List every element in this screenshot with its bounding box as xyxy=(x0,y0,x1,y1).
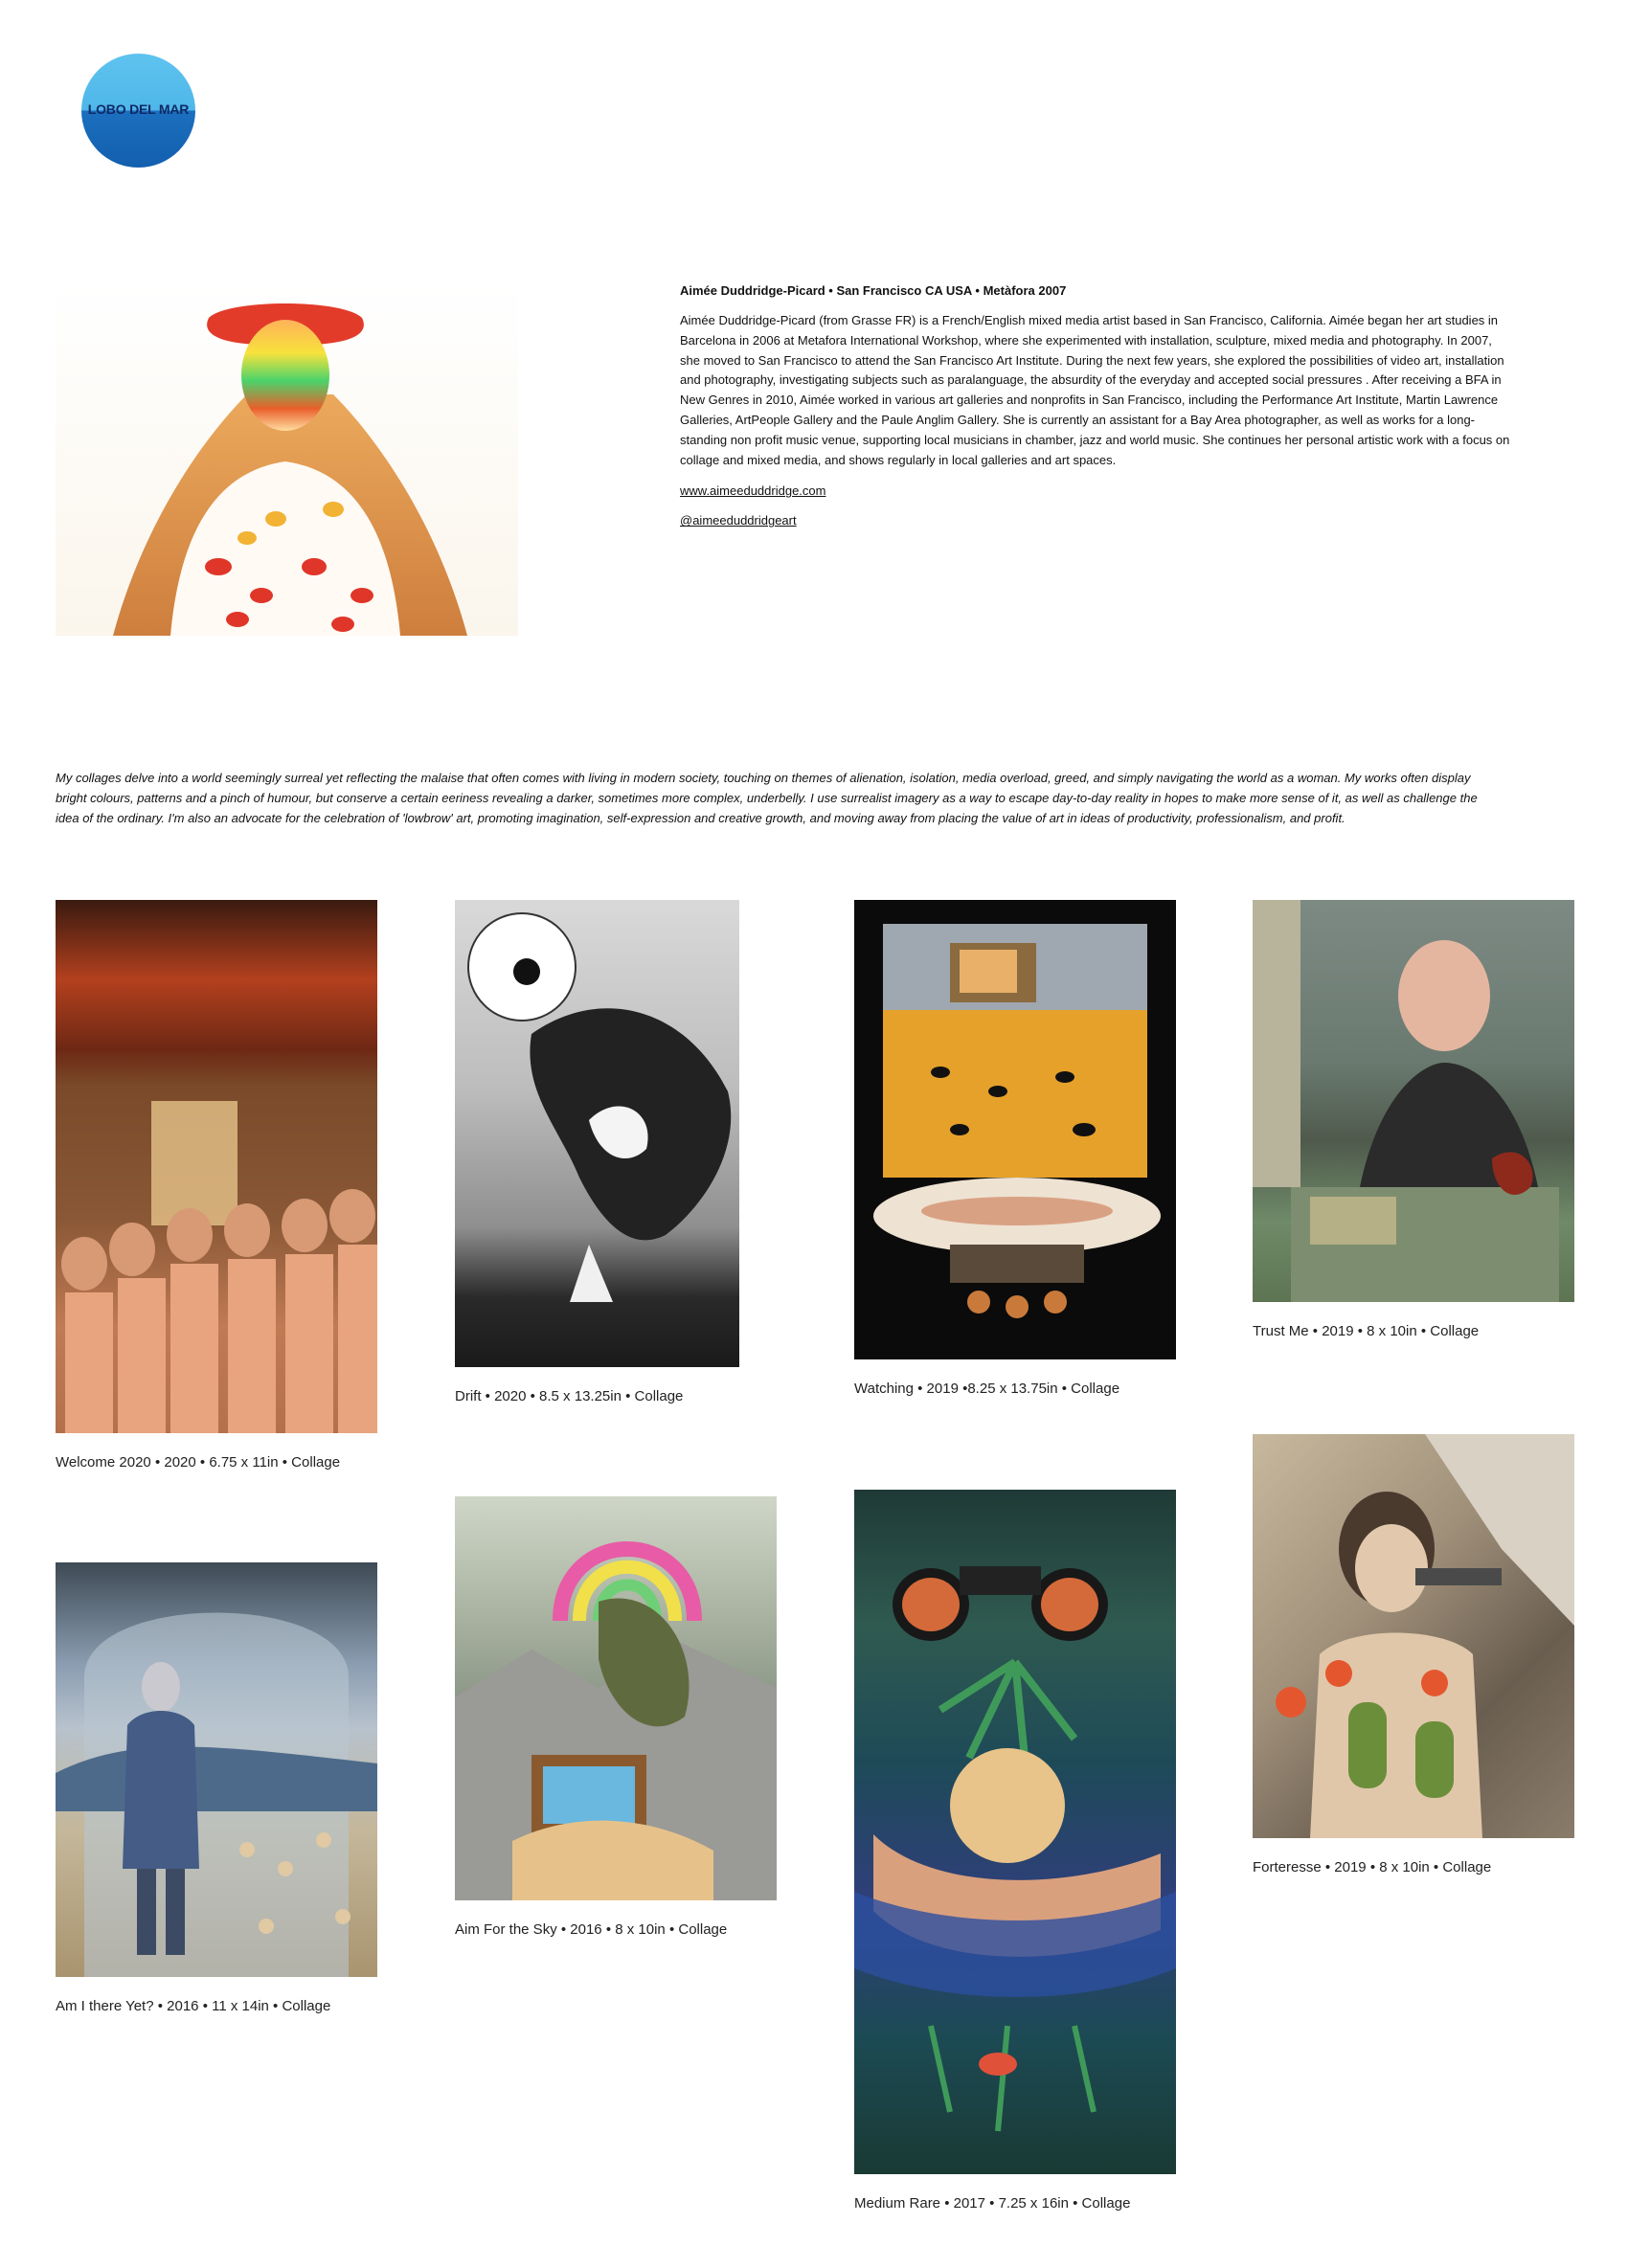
artwork-caption: Am I there Yet? • 2016 • 11 x 14in • Collage xyxy=(56,1998,331,2014)
artwork-graphic xyxy=(455,900,739,1367)
artist-statement: My collages delve into a world seemingly surreal yet reflecting the malaise that often comes with living in modern society, touching on themes of alienation, isolation, media overload, greed, and simply navigating the world as a woman. My works often display bright colours, patterns and a pinch of humour, but conserve a certain eeriness revealing a darker, sometimes more complex, underbelly. I use surrealist imagery as a way to escape day-to-day reality in hopes to make more sense of it, as well as challenge the idea of the ordinary. I'm also an advocate for the celebration of 'lowbrow' art, promoting imagination, self-expression and creative growth, and moving away from placing the value of art in ideas of productivity, professionalism, and profit. xyxy=(56,771,1478,825)
artwork-caption: Watching • 2019 •8.25 x 13.75in • Collage xyxy=(854,1381,1120,1397)
website-link[interactable]: www.aimeeduddridge.com xyxy=(680,483,826,499)
instagram-link[interactable]: @aimeeduddridgeart xyxy=(680,513,797,528)
artwork-trust-me[interactable] xyxy=(1253,900,1574,1302)
artwork-graphic xyxy=(1253,900,1574,1302)
artwork-caption: Trust Me • 2019 • 8 x 10in • Collage xyxy=(1253,1323,1480,1339)
artwork-medium-rare[interactable] xyxy=(854,1490,1176,2174)
artwork-aim-for-the-sky[interactable] xyxy=(455,1496,777,1900)
artwork-graphic xyxy=(56,900,377,1433)
artwork-caption: Drift • 2020 • 8.5 x 13.25in • Collage xyxy=(455,1388,684,1404)
artist-heading: Aimée Duddridge-Picard • San Francisco CA USA • Metàfora 2007 xyxy=(680,283,1067,298)
artwork-forteresse[interactable] xyxy=(1253,1434,1574,1838)
artwork-watching[interactable] xyxy=(854,900,1176,1359)
logo-lobo-del-mar[interactable] xyxy=(81,54,195,168)
artist-bio-text: Aimée Duddridge-Picard (from Grasse FR) is a French/English mixed media artist based in San Francisco, California. Aimée began her art studies in Barcelona in 2006 at Metafora International Workshop, where she experimented with installation, sculpture, mixed media and photography. In 2007, she moved to San Francisco to attend the San Francisco Art Institute. During the next few years, she explored the possibilities of video art, installation and photography, investigating subjects such as paralanguage, the absurdity of the everyday and accepted social pressures . After receiving a BFA in New Genres in 2010, Aimée worked in various art galleries and nonprofits in San Francisco, including the Performance Art Institute, Martin Lawrence Galleries, ArtPeople Gallery and the Paule Anglim Gallery. She is currently an assistant for a Bay Area photographer, as well as works for a long-standing non profit music venue, supporting local musicians in chamber, jazz and world music. She continues her personal artistic work with a focus on collage and mixed media, and shows regularly in local galleries and art spaces. xyxy=(680,313,1510,467)
artwork-graphic xyxy=(1253,1434,1574,1838)
artwork-am-i-there-yet[interactable] xyxy=(56,1562,377,1977)
artwork-graphic xyxy=(56,1562,377,1977)
artwork-caption: Forteresse • 2019 • 8 x 10in • Collage xyxy=(1253,1859,1492,1875)
logo-text: LOBO DEL MAR xyxy=(87,101,190,117)
artwork-caption: Welcome 2020 • 2020 • 6.75 x 11in • Collage xyxy=(56,1454,341,1471)
artwork-graphic xyxy=(854,1490,1176,2174)
artwork-graphic xyxy=(455,1496,777,1900)
artwork-caption: Medium Rare • 2017 • 7.25 x 16in • Collage xyxy=(854,2195,1131,2212)
artwork-welcome-2020[interactable] xyxy=(56,900,377,1433)
portrait-graphic xyxy=(56,280,518,636)
artwork-graphic xyxy=(854,900,1176,1359)
artist-bio xyxy=(680,283,1513,543)
artwork-caption: Aim For the Sky • 2016 • 8 x 10in • Collage xyxy=(455,1921,728,1938)
artist-portrait xyxy=(56,280,518,636)
artwork-drift[interactable] xyxy=(455,900,739,1367)
